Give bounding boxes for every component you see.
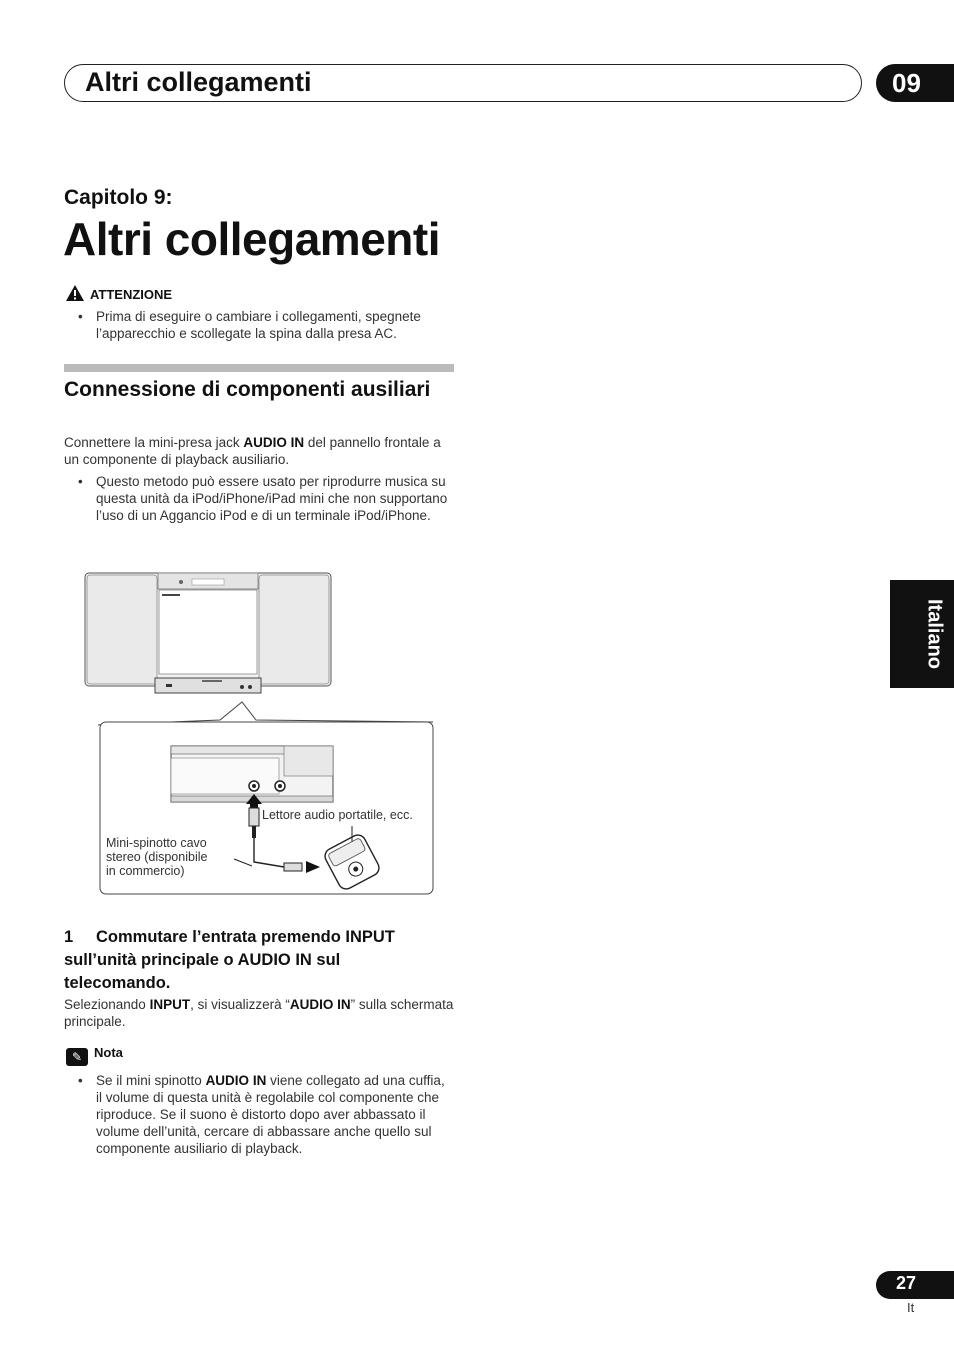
note-heading-text: Nota <box>94 1045 123 1060</box>
language-side-tab <box>890 580 954 688</box>
section-title: Connessione di componenti ausiliari <box>64 378 431 401</box>
language-code: It <box>907 1300 915 1315</box>
pencil-icon: ✎ <box>66 1048 88 1066</box>
note-text: Se il mini spinotto AUDIO IN viene collegato ad una cuffia, il volume di questa unità è regolabile col componente che riproduce. Se il suono è distorto dopo aver abbassato il volume dell’unità, cercare di abbassare anche quello sul componente ausiliario di playback. <box>96 1073 445 1156</box>
caution-heading <box>66 285 172 302</box>
step-line-1: Commutare l’entrata premendo INPUT <box>96 928 395 946</box>
page-number-badge <box>876 1271 954 1299</box>
step-number: 1 <box>64 928 74 946</box>
caution-heading-text: ATTENZIONE <box>90 287 173 302</box>
page-number: 27 <box>896 1273 917 1293</box>
page-title: Altri collegamenti <box>63 213 440 265</box>
list-item: • Questo metodo può essere usato per riprodurre musica su questa unità da iPod/iPhone/iPad mini che non supportano l’uso di un Aggancio iPod e di un terminale iPod/iPhone. <box>78 473 454 524</box>
list-item: • Prima di eseguire o cambiare i collegamenti, spegnete l’apparecchio e scollegate la spina dalla presa AC. <box>78 308 454 342</box>
cable-label-line-2: stereo (disponibile <box>106 850 208 864</box>
step-heading <box>64 926 464 995</box>
section-intro: Connettere la mini-presa jack AUDIO IN del pannello frontale a un componente di playback ausiliario. <box>64 435 441 467</box>
player-label: Lettore audio portatile, ecc. <box>262 808 413 822</box>
chapter-number: 09 <box>892 68 921 98</box>
step-line-2: sull’unità principale o AUDIO IN sul <box>64 951 341 969</box>
list-item: • Se il mini spinotto AUDIO IN viene collegato ad una cuffia, il volume di questa unità è regolabile col componente che riproduce. Se il suono è distorto dopo aver abbassato il volume dell’unità, cercare di abbassare anche quello sul componente ausiliario di playback. <box>78 1072 454 1157</box>
cable-label-line-3: in commercio) <box>106 864 185 878</box>
cable-label-line-1: Mini-spinotto cavo <box>106 836 207 850</box>
step-line-3: telecomando. <box>64 974 171 992</box>
language-side-tab-text: Italiano <box>923 598 946 670</box>
step-description: Selezionando INPUT, si visualizzerà “AUDIO IN” sulla schermata principale. <box>64 997 454 1029</box>
header-title: Altri collegamenti <box>85 67 312 97</box>
header-bar <box>64 64 862 102</box>
bullet-text: Questo metodo può essere usato per riprodurre musica su questa unità da iPod/iPhone/iPad mini che non supportano l’uso di un Aggancio iPod e di un terminale iPod/iPhone. <box>96 474 448 523</box>
chapter-badge <box>876 64 954 102</box>
connection-diagram <box>84 570 436 903</box>
note-heading <box>66 1045 123 1066</box>
section-divider <box>64 364 454 372</box>
chapter-label: Capitolo 9: <box>64 186 173 209</box>
caution-text: Prima di eseguire o cambiare i collegamenti, spegnete l’apparecchio e scollegate la spina dalla presa AC. <box>96 309 421 341</box>
warning-icon <box>66 285 84 301</box>
